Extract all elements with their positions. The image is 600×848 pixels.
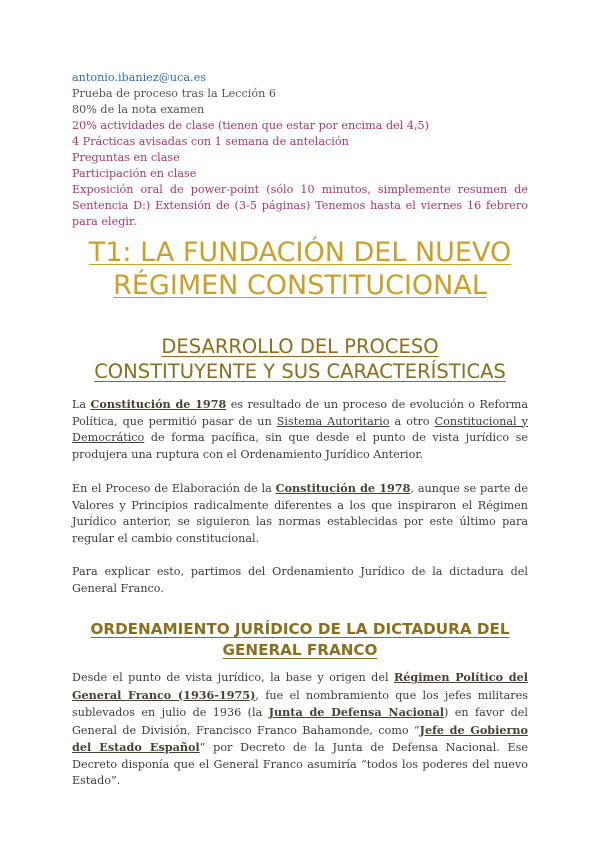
class-notes	[72, 70, 528, 230]
text-run: de forma pacífica, sin que desde el punto de vista jurídico se produjera una ruptura con el Ordenamiento Jurídico Anterior.	[72, 431, 528, 461]
contact-email[interactable]: antonio.ibaniez@uca.es	[72, 71, 206, 84]
text-run: ) en favor del General de División, Francisco Franco Bahamonde, como “	[72, 706, 529, 737]
note-line: 20% actividades de clase (tienen que estar por encima del 4,5)	[72, 119, 430, 132]
paragraph	[72, 396, 528, 463]
keyword: Jefe de Gobierno del Estado Español	[72, 722, 528, 754]
text-run: , fue el nombramiento que los jefes militares sublevados en julio de 1936 (la	[72, 688, 528, 719]
keyword: Sistema Autoritario	[276, 414, 390, 428]
document-title	[72, 236, 528, 302]
text-run: ” por Decreto de la Junta de Defensa Nacional. Ese Decreto disponía que el General Franco asumiría “todos los poderes del nuevo Estado”.	[72, 741, 528, 787]
text-run: Desde el punto de vista jurídico, la base y origen del	[72, 671, 394, 684]
text-run: La	[72, 398, 91, 411]
keyword: Constitución de 1978	[90, 397, 227, 411]
keyword: Constitucional y Democrático	[72, 414, 528, 444]
note-line: 4 Prácticas avisadas con 1 semana de antelación	[72, 135, 349, 148]
paragraph	[72, 480, 528, 547]
note-line: Participación en clase	[72, 167, 197, 180]
heading-line: GENERAL FRANCO	[222, 641, 378, 659]
note-line: Exposición oral de power-point (sólo 10 minutos, simplemente resumen de Sentencia D:) Extensión de (3-5 páginas) Tenemos hasta el viernes 16 febrero para elegir.	[72, 183, 528, 228]
section-heading	[72, 334, 528, 384]
heading-line: DESARROLLO DEL PROCESO	[161, 335, 439, 358]
text-run: es resultado de un proceso de evolución o Reforma Política, que permitió pasar de un	[72, 398, 529, 428]
text-run: a otro	[389, 414, 435, 428]
paragraph	[72, 669, 528, 790]
note-line: 80% de la nota examen	[72, 103, 205, 116]
title-line: T1: LA FUNDACIÓN DEL NUEVO	[88, 237, 512, 268]
keyword: Régimen Político del General Franco (1936-1975)	[72, 670, 528, 702]
keyword: Junta de Defensa Nacional	[268, 705, 444, 719]
subsection-heading	[72, 619, 528, 661]
note-line: Prueba de proceso tras la Lección 6	[72, 87, 276, 100]
text-run: En el Proceso de Elaboración de la	[72, 482, 276, 495]
text-run: , aunque se parte de Valores y Principios radicalmente diferentes a los que inspiraron el Régimen Jurídico anterior, se siguieron las normas establecidas por este último para regular el cambio constitucional.	[72, 482, 528, 545]
keyword: Constitución de 1978	[275, 481, 411, 495]
title-line: RÉGIMEN CONSTITUCIONAL	[113, 270, 487, 301]
heading-line: CONSTITUYENTE Y SUS CARACTERÍSTICAS	[94, 360, 506, 383]
note-line: Preguntas en clase	[72, 151, 180, 164]
heading-line: ORDENAMIENTO JURÍDICO DE LA DICTADURA DEL	[90, 620, 510, 638]
paragraph: Para explicar esto, partimos del Ordenamiento Jurídico de la dictadura del General Franco.	[72, 565, 528, 595]
